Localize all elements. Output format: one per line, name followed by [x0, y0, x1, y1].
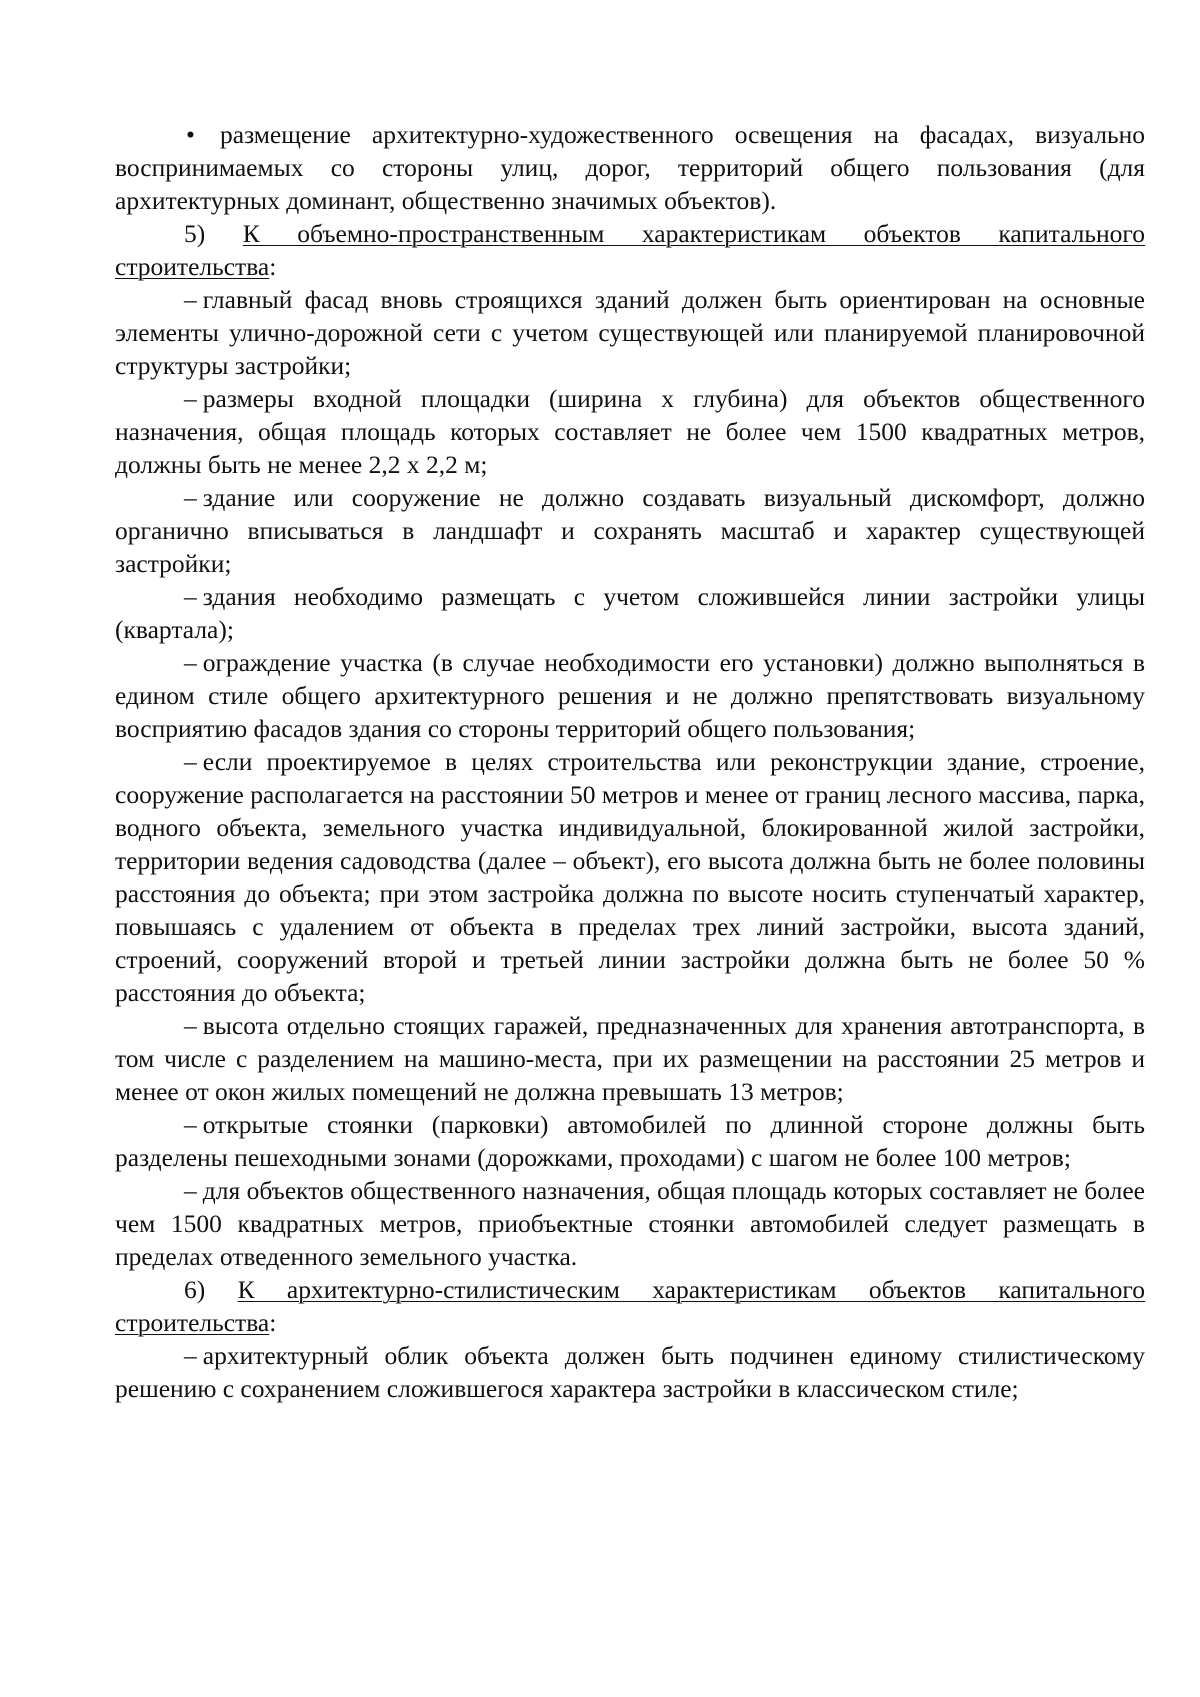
section-5-item-4: [115, 580, 1145, 646]
list-item-text: главный фасад вновь строящихся зданий должен быть ориентирован на основные элементы улично-дорожной сети с учетом существующей или планируемой планировочной структуры застройки;: [115, 285, 1145, 380]
section-5-item-5: [115, 646, 1145, 745]
section-6-item-1: [115, 1339, 1145, 1405]
section-6-colon: :: [269, 1308, 277, 1337]
list-item-text: открытые стоянки (парковки) автомобилей по длинной стороне должны быть разделены пешеходными зонами (дорожками, проходами) с шагом не более 100 метров;: [115, 1110, 1145, 1172]
dash-marker: –: [184, 1341, 197, 1370]
section-5-item-8: [115, 1108, 1145, 1174]
dash-marker: –: [184, 648, 197, 677]
section-5-title: К объемно-пространственным характеристикам объектов капитального строительства: [115, 219, 1145, 281]
dash-marker: –: [184, 1011, 197, 1040]
section-5-item-1: [115, 283, 1145, 382]
section-5-number: 5): [184, 219, 206, 248]
section-5-heading: [115, 217, 1145, 283]
section-6-heading: [115, 1273, 1145, 1339]
section-5-item-6: [115, 745, 1145, 1009]
dash-marker: –: [184, 285, 197, 314]
list-item-text: здания необходимо размещать с учетом сложившейся линии застройки улицы (квартала);: [115, 582, 1145, 644]
list-item-text: ограждение участка (в случае необходимости его установки) должно выполняться в едином стиле общего архитектурного решения и не должно препятствовать визуальному восприятию фасадов здания со стороны территорий общего пользования;: [115, 648, 1145, 743]
section-6-number: 6): [184, 1275, 206, 1304]
bullet-item-text: размещение архитектурно-художественного освещения на фасадах, визуально воспринимаемых со стороны улиц, дорог, территорий общего пользования (для архитектурных доминант, общественно значимых объектов).: [115, 120, 1145, 215]
dash-marker: –: [184, 1110, 197, 1139]
bullet-icon: •: [186, 120, 195, 149]
list-item-text: высота отдельно стоящих гаражей, предназначенных для хранения автотранспорта, в том числе с разделением на машино-места, при их размещении на расстоянии 25 метров и менее от окон жилых помещений не должна превышать 13 метров;: [115, 1011, 1145, 1106]
list-item-text: для объектов общественного назначения, общая площадь которых составляет не более чем 1500 квадратных метров, приобъектные стоянки автомобилей следует размещать в пределах отведенного земельного участка.: [115, 1176, 1145, 1271]
dash-marker: –: [184, 1176, 197, 1205]
section-5-item-2: [115, 382, 1145, 481]
bullet-item-lighting: [115, 118, 1145, 217]
dash-marker: –: [184, 582, 197, 611]
list-item-text: архитектурный облик объекта должен быть подчинен единому стилистическому решению с сохранением сложившегося характера застройки в классическом стиле;: [115, 1341, 1145, 1403]
list-item-text: если проектируемое в целях строительства или реконструкции здание, строение, сооружение располагается на расстоянии 50 метров и менее от границ лесного массива, парка, водного объекта, земельного участка индивидуальной, блокированной жилой застройки, территории ведения садоводства (далее – объект), его высота должна быть не более половины расстояния до объекта; при этом застройка должна по высоте носить ступенчатый характер, повышаясь с удалением от объекта в пределах трех линий застройки, высота зданий, строений, сооружений второй и третьей линии застройки должна быть не более 50 % расстояния до объекта;: [115, 747, 1145, 1007]
document-page: [115, 118, 1145, 1405]
list-item-text: здание или сооружение не должно создавать визуальный дискомфорт, должно органично вписываться в ландшафт и сохранять масштаб и характер существующей застройки;: [115, 483, 1145, 578]
section-5-colon: :: [269, 252, 277, 281]
section-5-item-7: [115, 1009, 1145, 1108]
dash-marker: –: [184, 483, 197, 512]
list-item-text: размеры входной площадки (ширина х глубина) для объектов общественного назначения, общая площадь которых составляет не более чем 1500 квадратных метров, должны быть не менее 2,2 х 2,2 м;: [115, 384, 1145, 479]
section-5-item-9: [115, 1174, 1145, 1273]
section-5-item-3: [115, 481, 1145, 580]
section-6-title: К архитектурно-стилистическим характеристикам объектов капитального строительства: [115, 1275, 1146, 1337]
dash-marker: –: [184, 747, 197, 776]
dash-marker: –: [184, 384, 197, 413]
